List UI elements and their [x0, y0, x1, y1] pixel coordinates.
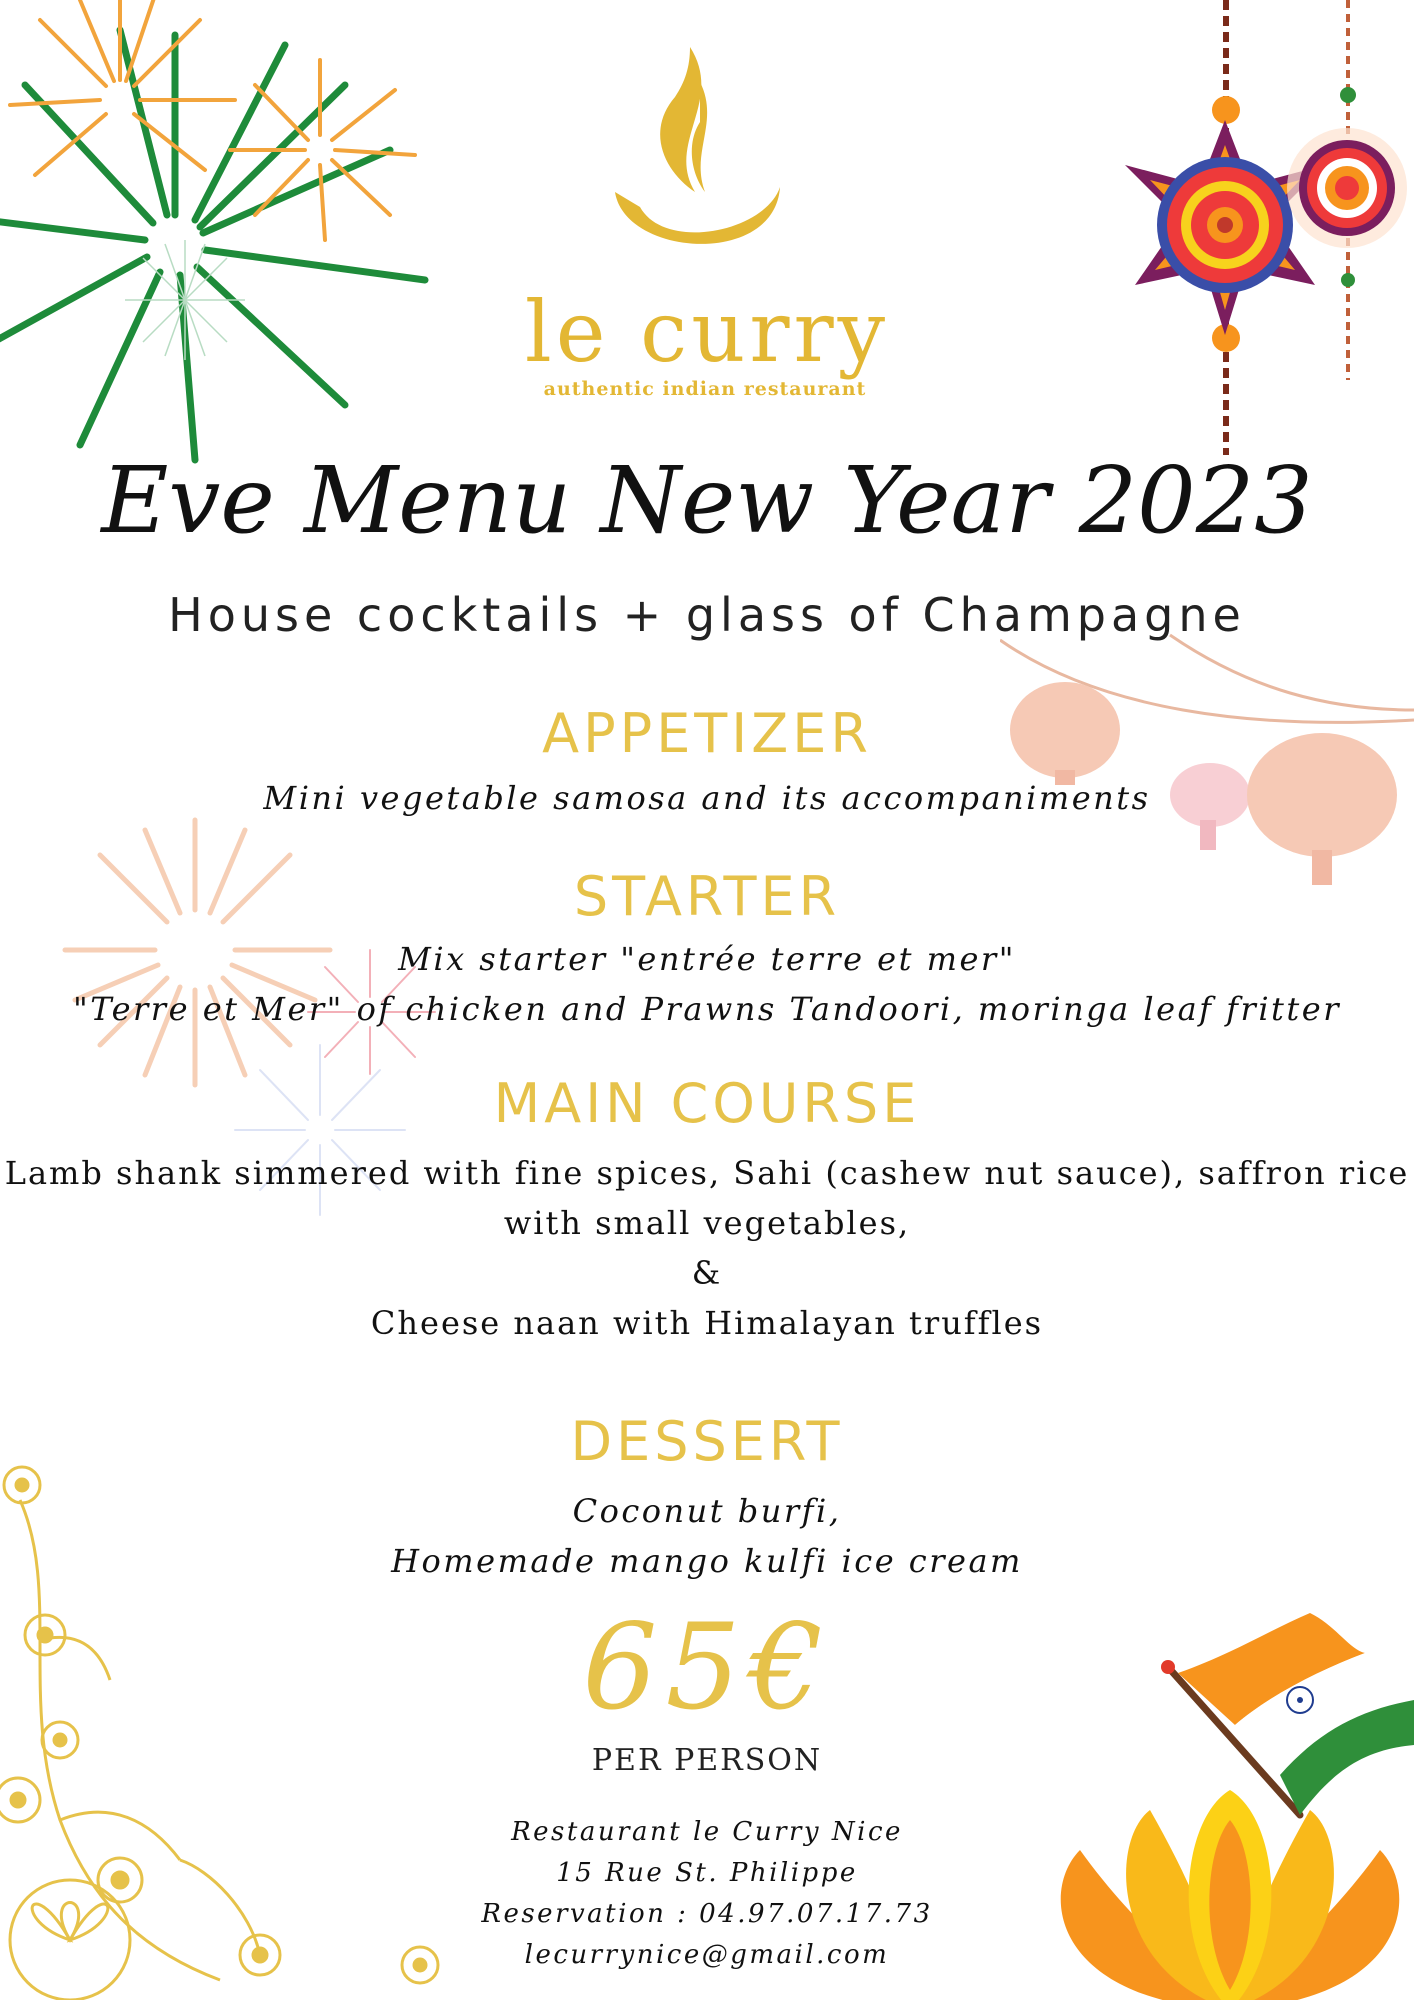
fireworks-top-left-decoration — [0, 0, 440, 470]
main-course-dish-3: Cheese naan with Himalayan truffles — [370, 1304, 1044, 1342]
dessert-dish-2: Homemade mango kulfi ice cream — [391, 1542, 1023, 1580]
flame-icon — [605, 42, 795, 272]
contact-email: lecurrynice@gmail.com — [524, 1940, 890, 1970]
menu-title: Eve Menu New Year 2023 — [101, 447, 1313, 554]
dessert-title: DESSERT — [570, 1410, 844, 1473]
starter-dish-2: "Terre et Mer" of chicken and Prawns Tandoori, moringa leaf fritter — [72, 990, 1341, 1028]
contact-restaurant-name: Restaurant le Curry Nice — [511, 1817, 903, 1847]
brand-tagline: authentic indian restaurant — [543, 378, 867, 400]
menu-subtitle: House cocktails + glass of Champagne — [168, 588, 1246, 642]
starter-title: STARTER — [573, 865, 841, 928]
appetizer-title: APPETIZER — [542, 702, 872, 765]
brand-name: le curry — [524, 283, 890, 381]
mandala-rakhi-decoration — [1100, 0, 1414, 460]
appetizer-dish: Mini vegetable samosa and its accompaniments — [263, 779, 1151, 817]
main-course-dish-1: Lamb shank simmered with fine spices, Sahi (cashew nut sauce), saffron rice — [4, 1154, 1410, 1192]
price-unit: PER PERSON — [591, 1743, 823, 1778]
main-course-title: MAIN COURSE — [493, 1072, 921, 1135]
contact-address: 15 Rue St. Philippe — [556, 1858, 858, 1888]
starter-dish-1: Mix starter "entrée terre et mer" — [398, 940, 1016, 978]
main-course-dish-2: with small vegetables, — [503, 1204, 911, 1242]
contact-reservation: Reservation : 04.97.07.17.73 — [481, 1899, 933, 1929]
dessert-dish-1: Coconut burfi, — [572, 1492, 842, 1530]
price: 65€ — [582, 1598, 832, 1736]
main-course-ampersand: & — [691, 1254, 723, 1292]
